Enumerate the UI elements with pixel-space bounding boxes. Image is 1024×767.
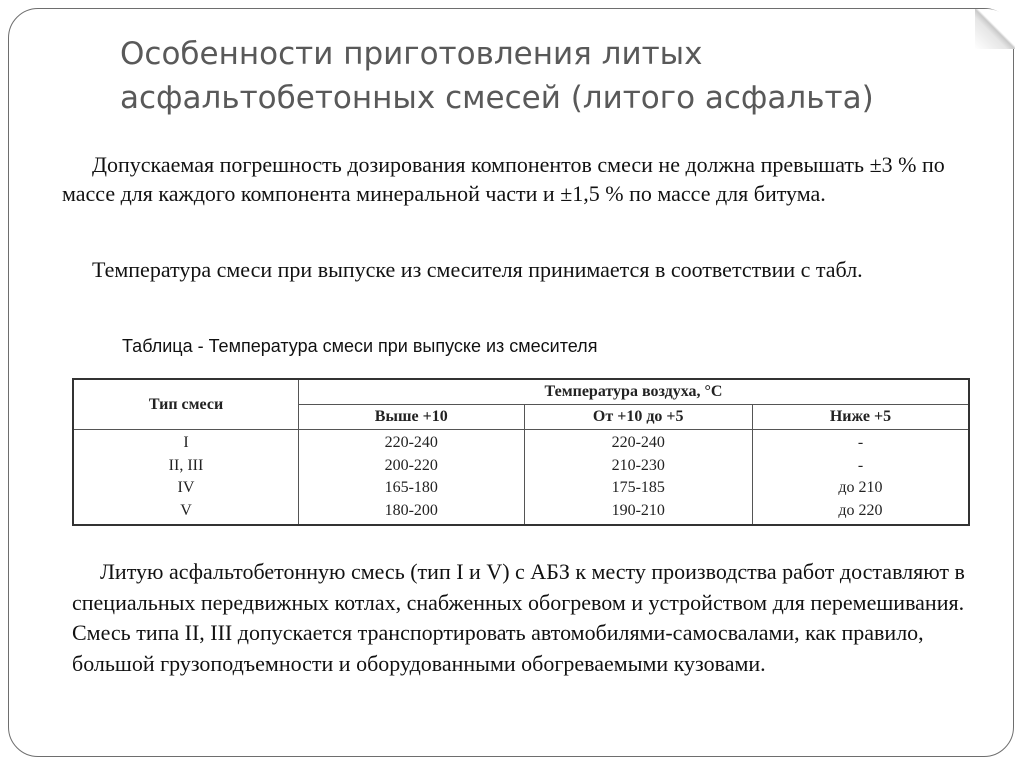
mix-type-column xyxy=(73,430,299,526)
subheader-above-10: Выше +10 xyxy=(299,405,525,430)
below-5-column xyxy=(752,430,969,526)
table-cell: IV xyxy=(177,479,195,496)
table-cell: 200-220 xyxy=(384,456,438,474)
table-cell: 210-230 xyxy=(611,456,665,474)
table-header-row xyxy=(73,379,969,405)
paragraph-transport: Литую асфальтобетонную смесь (тип I и V) с АБЗ к месту производства работ доставляют в специальных передвижных котлах, снабженных обогревом и устройством для перемешивания. Смесь типа II, III допускается транспортировать автомобилями-самосвалами, как правило, большой грузоподъемности и оборудованными обогреваемыми кузовами. xyxy=(72,559,965,676)
subheader-10-to-5: От +10 до +5 xyxy=(524,405,752,430)
subheader-below-5: Ниже +5 xyxy=(752,405,969,430)
table-cell: II, III xyxy=(168,456,204,474)
table-cell: до 210 xyxy=(838,479,883,496)
table-cell: 220-240 xyxy=(611,434,665,451)
table-cell: V xyxy=(180,501,192,519)
table-cell: I xyxy=(183,434,189,451)
above-10-column xyxy=(299,430,525,526)
from-10-to-5-column xyxy=(524,430,752,526)
header-air-temperature: Температура воздуха, °С xyxy=(299,379,970,405)
table-cell: - xyxy=(857,456,864,474)
table-row xyxy=(73,430,969,526)
table-cell: 190-210 xyxy=(611,501,665,519)
table-cell: 180-200 xyxy=(384,501,438,519)
slide-title: Особенности приготовления литых асфальтобетонных смесей (литого асфальта) xyxy=(120,36,874,116)
table-caption: Таблица - Температура смеси при выпуске из смесителя xyxy=(122,336,598,356)
table-cell: 165-180 xyxy=(384,479,438,496)
table-cell: 220-240 xyxy=(384,434,438,451)
header-mix-type: Тип смеси xyxy=(73,379,299,430)
temperature-table xyxy=(72,378,970,526)
paragraph-mix-temperature: Температура смеси при выпуске из смесителя принимается в соответствии с табл. xyxy=(92,257,863,282)
paragraph-dosing-tolerance: Допускаемая погрешность дозирования компонентов смеси не должна превышать ±3 % по массе для каждого компонента минеральной части и ±1,5 % по массе для битума. xyxy=(62,152,945,206)
table-cell: - xyxy=(857,434,864,451)
page-curl-decoration xyxy=(975,9,1015,49)
table-cell: до 220 xyxy=(838,501,883,519)
table-cell: 175-185 xyxy=(611,479,665,496)
